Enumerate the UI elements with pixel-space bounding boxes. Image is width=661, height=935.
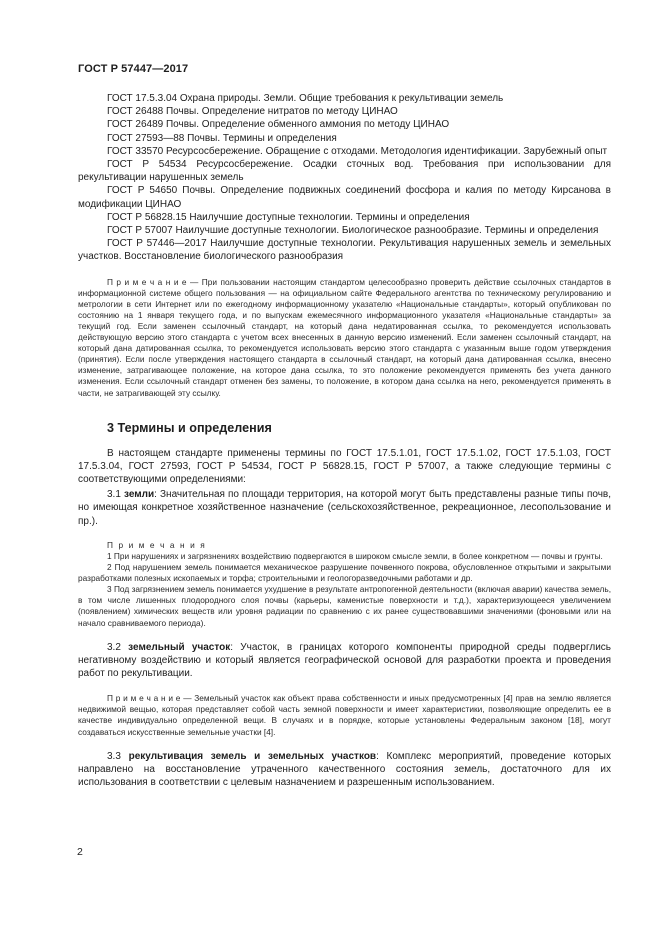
- page-number: 2: [77, 846, 83, 858]
- term-number: 3.2: [107, 641, 129, 653]
- note-text: — Земельный участок как объект права собственности и иных предусмотренных [4] прав на землю является недвижимой вещью, которая представляет собой часть земной поверхности и имеет характеристики, позволяющие определить ее в качестве индивидуально определенной вещи. В случаях и в порядке, которые установлены Федеральным законом [18], могут создаваться искусственные земельные участки [4].: [78, 693, 612, 737]
- reference-item: ГОСТ 33570 Ресурсосбережение. Обращение с отходами. Методология идентификации. Зарубежный опыт: [107, 145, 608, 157]
- term-number: 3.1: [107, 489, 124, 501]
- references-note: [78, 277, 611, 399]
- term-3-1-notes: [78, 540, 611, 629]
- term-3-3: [78, 750, 611, 790]
- reference-item: ГОСТ 26488 Почвы. Определение нитратов по методу ЦИНАО: [107, 106, 398, 118]
- reference-item: ГОСТ Р 54534 Ресурсосбережение. Осадки сточных вод. Требования при использовании для рекультивации нарушенных земель: [78, 159, 611, 184]
- reference-item: ГОСТ 17.5.3.04 Охрана природы. Земли. Общие требования к рекультивации земель: [107, 93, 504, 104]
- term-name: рекультивация земель и земельных участков: [128, 750, 377, 762]
- note-item: 2 Под нарушением земель понимается механическое разрушение почвенного покрова, обусловленное открытыми и закрытыми разработками полезных ископаемых и торфа; строительными и геологоразведочными работами и др.: [78, 562, 611, 584]
- reference-item: ГОСТ 26489 Почвы. Определение обменного аммония по методу ЦИНАО: [107, 119, 450, 131]
- reference-item: ГОСТ 27593—88 Почвы. Термины и определения: [107, 132, 337, 144]
- term-3-1: [78, 488, 611, 528]
- reference-item: ГОСТ Р 57007 Наилучшие доступные технологии. Биологическое разнообразие. Термины и определения: [107, 225, 599, 237]
- note-label: П р и м е ч а н и е: [107, 276, 187, 287]
- term-3-2: [78, 641, 611, 681]
- term-number: 3.3: [107, 750, 129, 762]
- reference-item: ГОСТ Р 57446—2017 Наилучшие доступные технологии. Рекультивация нарушенных земель и земельных участков. Восстановление биологического разнообразия: [78, 238, 611, 263]
- note-label: П р и м е ч а н и е: [107, 693, 181, 704]
- reference-item: ГОСТ Р 56828.15 Наилучшие доступные технологии. Термины и определения: [107, 211, 470, 223]
- term-name: земельный участок: [128, 641, 231, 653]
- document-code-header: ГОСТ Р 57447—2017: [78, 63, 189, 75]
- term-definition: : Участок, в границах которого компоненты природной среды подверглись негативному воздействию и который является географической основой для разработки проекта и проведения работ по рекультивации.: [78, 641, 611, 680]
- term-3-2-note: [78, 693, 611, 737]
- section-title: 3 Термины и определения: [107, 420, 272, 435]
- note-text: — При пользовании настоящим стандартом целесообразно проверить действие ссылочных стандартов в информационной системе общего пользования — на официальном сайте Федерального агентства по техническому регулированию и метрологии в сети Интернет или по ежегодному информационному указателю «Национальные стандарты», который опубликован по состоянию на 1 января текущего года, и по выпускам ежемесячного информационного указателя «Национальные стандарты» за текущий год. Если заменен ссылочный стандарт, на который дана недатированная ссылка, то рекомендуется использовать действующую версию этого стандарта с учетом всех внесенных в данную версию изменений. Если заменен ссылочный стандарт, на который дана датированная ссылка, то рекомендуется использовать версию этого стандарта с указанным выше годом утверждения (принятия). Если после утверждения настоящего стандарта в ссылочный стандарт, на который дана датированная ссылка, внесено изменение, затрагивающее положение, на которое дана ссылка, то это положение рекомендуется применять без учета данного изменения. Если ссылочный стандарт отменен без замены, то положение, в котором дана ссылка на него, рекомендуется применять в части, не затрагивающей эту ссылку.: [78, 276, 611, 398]
- section-intro: В настоящем стандарте применены термины по ГОСТ 17.5.1.01, ГОСТ 17.5.1.02, ГОСТ 17.5.1.03, ГОСТ 17.5.3.04, ГОСТ 27593, ГОСТ Р 54534, ГОСТ Р 56828.15, ГОСТ Р 57007, а также следующие термины с соответствующими определениями:: [78, 447, 611, 486]
- term-definition: : Комплекс мероприятий, проведение которых направлено на восстановление утраченного качественного состояния земель, достаточного для их использования в соответствии с целевым назначением и разрешенным использованием.: [78, 750, 611, 789]
- reference-item: ГОСТ Р 54650 Почвы. Определение подвижных соединений фосфора и калия по методу Кирсанова в модификации ЦИНАО: [78, 185, 611, 210]
- term-definition: : Значительная по площади территория, на которой могут быть представлены разные типы почв, но имеющая конкретное хозяйственное назначение (сельскохозяйственное, рекреационное, лесопользование и пр.).: [78, 489, 611, 527]
- page-content: [78, 92, 611, 789]
- term-name: земли: [123, 489, 155, 501]
- note-item: 3 Под загрязнением земель понимается ухудшение в результате антропогенной деятельности (включая аварии) качества земель, в том числе лишенных плодородного слоя почвы (карьеры, каменистые поверхности и т.д.), характеризующееся увеличением (появлением) химических веществ или уровня радиации по сравнению с их ранее существовавшими значениями (фоновыми или на начало сравниваемого периода).: [78, 584, 611, 628]
- normative-references-list: [78, 92, 611, 264]
- note-item: 1 При нарушениях и загрязнениях воздействию подвергаются в широком смысле земли, в более конкретном — почвы и грунты.: [107, 550, 603, 561]
- notes-heading: П р и м е ч а н и я: [107, 539, 207, 550]
